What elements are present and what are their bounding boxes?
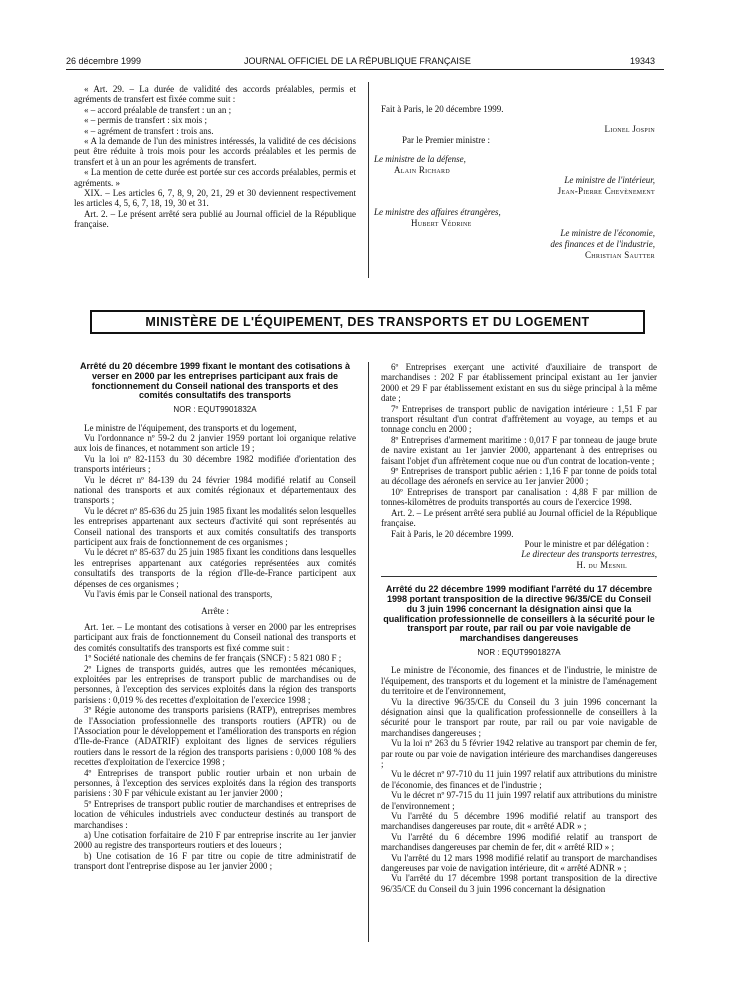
header-rule [66, 69, 664, 70]
economie-title-2: des finances et de l'industrie, [550, 239, 655, 249]
fait-a-paris: Fait à Paris, le 20 décembre 1999. [391, 528, 514, 539]
list-item: 2º Lignes de transports guidés, autres que les remontées mécaniques, exploitées par les entreprises de transport public de marchandises ou de personnes, à l'exception des services exploités dans la région des transports parisiens : 0,019 % des recettes d'exploitation de l'exercice 1998 ; [74, 663, 356, 705]
paragraph: Vu le décret nº 84-139 du 24 février 1984 modifié relatif au Conseil national des transports et aux comités régionaux et départementaux des transports ; [74, 474, 356, 506]
signature-pm: Lionel Jospin [604, 124, 655, 134]
right-column [381, 362, 657, 894]
list-item: 8º Entreprises d'armement maritime : 0,017 F par tonneau de jauge brute de navire existant au 1er janvier 2000, appartenant à des entreprises ou faisant l'objet d'un affrètement coque nue ou d'un contrat de location-vente ; [381, 434, 657, 466]
paragraph: Vu le décret nº 85-636 du 25 juin 1985 fixant les modalités selon lesquelles les entreprises appartenant aux secteurs d'activité qui sont représentés au Conseil national des transports et aux comités consultatifs des transports participent aux frais de fonctionnement de ces organismes ; [74, 505, 356, 548]
paragraph: Vu la directive 96/35/CE du Conseil du 3 juin 1996 concernant la désignation ainsi que la qualification professionnelle de conseillers à la sécurité pour le transport par route, par rail ou par voie navigable de marchandises dangereuses ; [381, 696, 657, 738]
fait-a-paris: Fait à Paris, le 20 décembre 1999. [381, 104, 504, 114]
list-item: 4º Entreprises de transport public routier urbain et non urbain de personnes, à l'exception des services exploités dans la région des transports parisiens : 30 F par véhicule existant au 1er janvier 2000 ; [74, 767, 356, 799]
signature-name: H. du Mesnil [576, 559, 627, 570]
paragraph: Vu l'arrêté du 12 mars 1998 modifié relatif au transport de marchandises dangereuses par voie de navigation intérieure, dit « arrêté ADNR » ; [381, 852, 657, 874]
signature-delegation: Pour le ministre et par délégation : [524, 538, 649, 549]
arrete-1-nor: NOR : EQUT9901832A [173, 405, 257, 415]
top-left-column [74, 84, 356, 230]
list-item: 9º Entreprises de transport public aérien : 1,16 F par tonne de poids total au décollage des aéronefs en service au 1er janvier 2000 ; [381, 466, 657, 487]
journal-title: JOURNAL OFFICIEL DE LA RÉPUBLIQUE FRANÇAISE [244, 56, 471, 66]
arrete-1-title: Arrêté du 20 décembre 1999 fixant le montant des cotisations à verser en 2000 par les entreprises participant aux frais de fonctionnement du Conseil national des transports et des comités consultatifs des transports [79, 361, 351, 401]
paragraph: Vu l'avis émis par le Conseil national des transports, [84, 589, 273, 600]
list-item: a) Une cotisation forfaitaire de 210 F par entreprise inscrite au 1er janvier 2000 au registre des transporteurs routiers et des loueurs ; [74, 830, 356, 851]
paragraph: Vu l'arrêté du 17 décembre 1998 portant transposition de la directive 96/35/CE du Conseil du 3 juin 1996 concernant la désignation [381, 873, 657, 894]
affaires-title: Le ministre des affaires étrangères, [374, 207, 501, 217]
arrete-1-column [74, 362, 356, 872]
list-item: 5º Entreprises de transport public routier de marchandises et entreprises de location de véhicules industriels avec conducteur destinés au transport de marchandises : [74, 798, 356, 830]
defense-title: Le ministre de la défense, [374, 154, 466, 164]
interieur-name: Jean-Pierre Chevènement [557, 186, 655, 196]
paragraph: Vu la loi nº 263 du 5 février 1942 relative au transport par chemin de fer, par route ou par voie de navigation intérieure des marchandises dangereuses ; [381, 738, 657, 769]
list-item: 1º Société nationale des chemins de fer français (SNCF) : 5 821 080 F ; [84, 653, 342, 664]
affaires-name: Hubert Védrine [411, 218, 472, 228]
economie-title-1: Le ministre de l'économie, [560, 228, 655, 238]
article-29: « Art. 29. – La durée de validité des accords préalables, permis et agréments de transfert est fixée comme suit : [74, 84, 356, 105]
paragraph: Vu l'arrêté du 5 décembre 1996 modifié relatif au transport des marchandises dangereuses par route, dit « arrêté ADR » ; [381, 811, 657, 832]
paragraph: Vu le décret nº 97-710 du 11 juin 1997 relatif aux attributions du ministre de l'économie, des finances et de l'industrie ; [381, 769, 657, 790]
list-item: « – permis de transfert : six mois ; [84, 115, 207, 126]
signature-title: Le directeur des transports terrestres, [521, 549, 657, 560]
paragraph: Vu l'ordonnance nº 59-2 du 2 janvier 1959 portant loi organique relative aux lois de finances, et notamment son article 19 ; [74, 433, 356, 454]
list-item: 3º Régie autonome des transports parisiens (RATP), entreprises membres de l'Association professionnelle des transports routiers (APTR) ou de l'Association pour le développement et l'amélioration des transports en région d'Ile-de-France (ADATRIF) exploitant des lignes de services réguliers routiers dans le ressort de la région des transports parisiens : 0,000 108 % des recettes d'exploitation de l'exercice 1998 ; [74, 705, 356, 768]
paragraph: Vu le décret nº 85-637 du 25 juin 1985 fixant les conditions dans lesquelles les entreprises appartenant aux catégories représentées aux comités consultatifs des transports de la région d'Ile-de-France participent aux dépenses de ces organismes ; [74, 547, 356, 589]
paragraph: Le ministre de l'équipement, des transports et du logement, [84, 422, 297, 433]
par-premier-ministre: Par le Premier ministre : [402, 135, 490, 145]
paragraph: XIX. – Les articles 6, 7, 8, 9, 20, 21, 29 et 30 deviennent respectivement les articles 4, 5, 6, 7, 18, 19, 30 et 31. [74, 188, 356, 209]
paragraph: Vu l'arrêté du 6 décembre 1996 modifié relatif au transport de marchandises dangereuses par chemin de fer, dit « arrêté RID » ; [381, 831, 657, 853]
page-number: 19343 [630, 56, 656, 66]
arrete-2-nor: NOR : EQUT9901827A [477, 647, 561, 657]
section-rule [381, 576, 657, 577]
list-item: b) Une cotisation de 16 F par titre ou copie de titre administratif de transport dont l'entreprise dispose au 1er janvier 2000 ; [74, 850, 356, 872]
list-item: « – accord préalable de transfert : un an ; [84, 104, 232, 115]
arrete-heading: Arrête : [201, 605, 229, 616]
paragraph: Vu la loi nº 82-1153 du 30 décembre 1982 modifiée d'orientation des transports intérieurs ; [74, 453, 356, 475]
list-item: « – agrément de transfert : trois ans. [84, 125, 214, 136]
paragraph: Vu le décret nº 97-715 du 11 juin 1997 relatif aux attributions du ministre de l'environnement ; [381, 790, 657, 811]
ministry-banner: MINISTÈRE DE L'ÉQUIPEMENT, DES TRANSPORTS ET DU LOGEMENT [90, 310, 645, 334]
list-item: 7º Entreprises de transport public de navigation intérieure : 1,51 F par transport résultant d'un contrat d'affrètement au voyage, au temps et au tonnage conclu en 2000 ; [381, 403, 657, 435]
article-1: Art. 1er. – Le montant des cotisations à verser en 2000 par les entreprises participant aux frais de fonctionnement du Conseil national des transports et des comités consultatifs des transports est fixé comme suit : [74, 621, 356, 653]
arrete-2-title: Arrêté du 22 décembre 1999 modifiant l'arrêté du 17 décembre 1998 portant transposition de la directive 96/35/CE du Conseil du 3 juin 1996 concernant la désignation ainsi que la qualification professionnelle de conseillers à la sécurité pour le transport par route, par rail ou par voie navigable de marchandises dangereuses [383, 584, 655, 644]
article-2: Art. 2. – Le présent arrêté sera publié au Journal officiel de la République française. [381, 507, 657, 529]
economie-name: Christian Sautter [584, 250, 655, 260]
column-divider [368, 82, 369, 278]
paragraph: « La mention de cette durée est portée sur ces accords préalables, permis et agréments. » [74, 167, 356, 188]
article-2: Art. 2. – Le présent arrêté sera publié au Journal officiel de la République française. [74, 208, 356, 230]
interieur-title: Le ministre de l'intérieur, [564, 175, 655, 185]
paragraph: Le ministre de l'économie, des finances et de l'industrie, le ministre de l'équipement, des transports et du logement et la ministre de l'aménagement du territoire et de l'environnement, [381, 665, 657, 697]
list-item: 6º Entreprises exerçant une activité d'auxiliaire de transport de marchandises : 202 F par établissement principal existant au 1er janvier 2000 et 29 F par établissement existant en sus du siège principal à la même date ; [381, 362, 657, 404]
list-item: 10º Entreprises de transport par canalisation : 4,88 F par million de tonnes-kilomètres de produits transportés au cours de l'exercice 1998. [381, 486, 657, 508]
page-date: 26 décembre 1999 [66, 56, 142, 66]
defense-name: Alain Richard [394, 165, 450, 175]
paragraph: « A la demande de l'un des ministres intéressés, la validité de ces décisions peut être réduite à trois mois pour les accords préalables et les permis de transfert et à un an pour les agréments de transfert. [74, 136, 356, 167]
column-divider [368, 362, 369, 942]
